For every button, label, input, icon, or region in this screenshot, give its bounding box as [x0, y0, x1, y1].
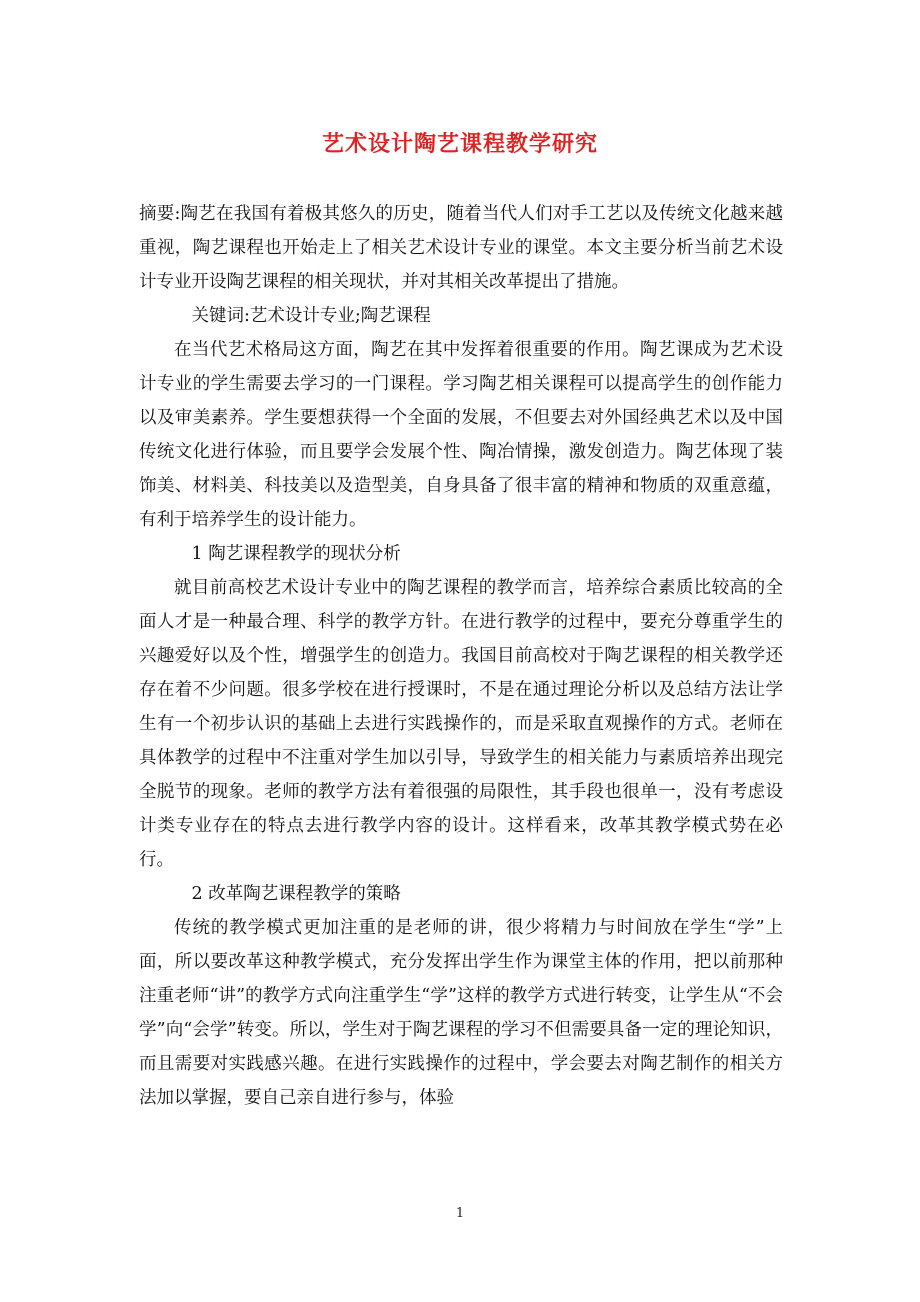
page-number: 1: [455, 1206, 465, 1221]
abstract-paragraph: 摘要:陶艺在我国有着极其悠久的历史，随着当代人们对手工艺以及传统文化越来越重视，陶艺课程也开始走上了相关艺术设计专业的课堂。本文主要分析当前艺术设计专业开设陶艺课程的相关现状，并对其相关改革提出了措施。: [139, 204, 783, 292]
page-title: 艺术设计陶艺课程教学研究: [321, 131, 598, 157]
section-1-paragraph: 就目前高校艺术设计专业中的陶艺课程的教学而言，培养综合素质比较高的全面人才是一种最合理、科学的教学方针。在进行教学的过程中，要充分尊重学生的兴趣爱好以及个性，增强学生的创造力。我国目前高校对于陶艺课程的相关教学还存在着不少问题。很多学校在进行授课时，不是在通过理论分析以及总结方法让学生有一个初步认识的基础上去进行实践操作的，而是采取直观操作的方式。老师在具体教学的过程中不注重对学生加以引导，导致学生的相关能力与素质培养出现完全脱节的现象。老师的教学方法有着很强的局限性，其手段也很单一，没有考虑设计类专业存在的特点去进行教学内容的设计。这样看来，改革其教学模式势在必行。: [139, 578, 783, 870]
document-body: [139, 197, 783, 1115]
section-heading-2: 2 改革陶艺课程教学的策略: [191, 884, 401, 904]
keywords-line: 关键词:艺术设计专业;陶艺课程: [191, 306, 431, 326]
section-2-paragraph: 传统的教学模式更加注重的是老师的讲，很少将精力与时间放在学生“学”上面，所以要改革这种教学模式，充分发挥出学生作为课堂主体的作用，把以前那种注重老师“讲”的教学方式向注重学生“学”这样的教学方式进行转变，让学生从“不会学”向“会学”转变。所以，学生对于陶艺课程的学习不但需要具备一定的理论知识，而且需要对实践感兴趣。在进行实践操作的过程中，学会要去对陶艺制作的相关方法加以掌握，要自己亲自进行参与，体验: [139, 918, 783, 1108]
section-heading-1: 1 陶艺课程教学的现状分析: [191, 544, 401, 564]
intro-paragraph: 在当代艺术格局这方面，陶艺在其中发挥着很重要的作用。陶艺课成为艺术设计专业的学生需要去学习的一门课程。学习陶艺相关课程可以提高学生的创作能力以及审美素养。学生要想获得一个全面的发展，不但要去对外国经典艺术以及中国传统文化进行体验，而且要学会发展个性、陶冶情操，激发创造力。陶艺体现了装饰美、材料美、科技美以及造型美，自身具备了很丰富的精神和物质的双重意蕴，有利于培养学生的设计能力。: [139, 340, 783, 530]
